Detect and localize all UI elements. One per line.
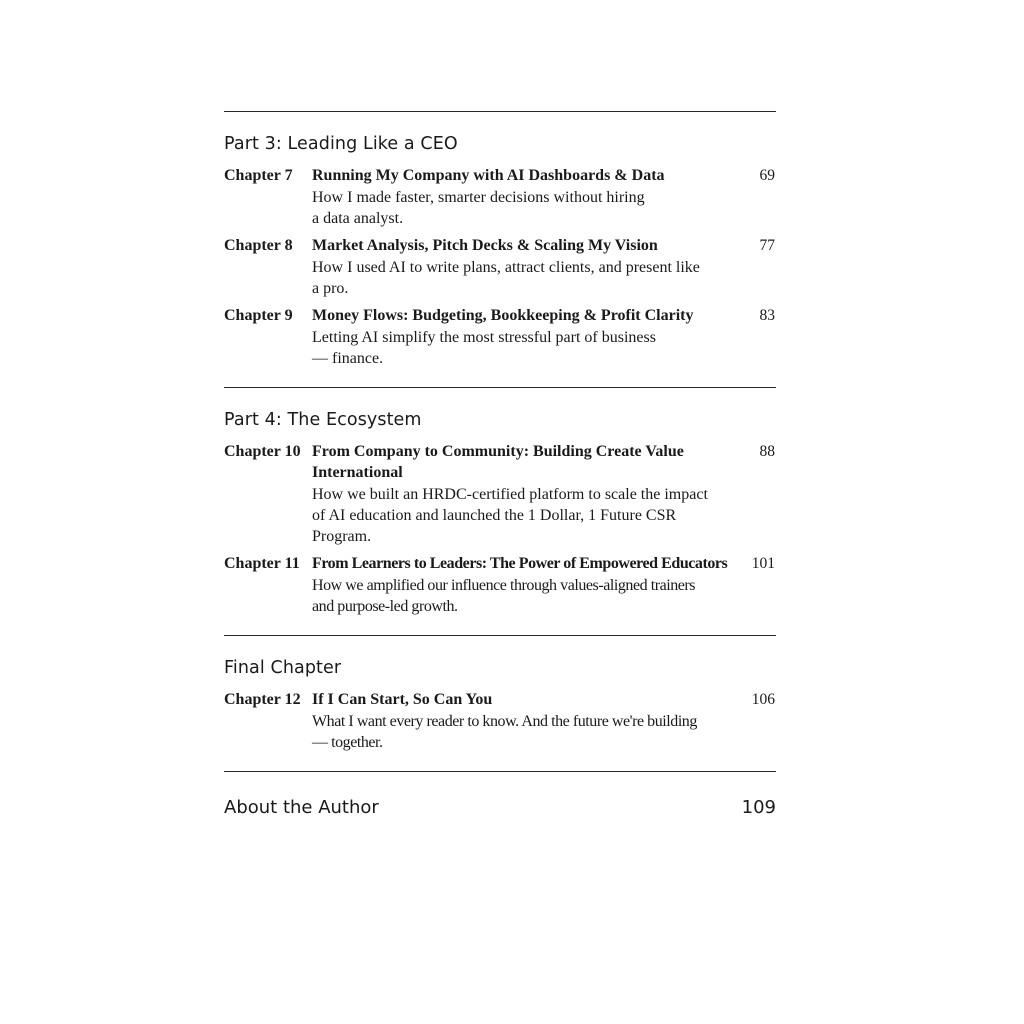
chapter-body <box>312 305 736 369</box>
chapter-label: Chapter 10 <box>224 443 301 460</box>
chapter-body <box>312 553 736 617</box>
description-line: How I used AI to write plans, attract clients, and present like <box>312 259 700 276</box>
part-title: Final Chapter <box>224 658 342 678</box>
chapter-description <box>312 711 736 753</box>
final-chapter-section <box>224 636 776 771</box>
description-line: — together. <box>312 734 383 751</box>
description-line: How we built an HRDC-certified platform to scale the impact <box>312 486 708 503</box>
chapter-description <box>312 187 736 229</box>
chapter-page-number: 106 <box>751 691 775 708</box>
description-line: What I want every reader to know. And the future we're building <box>312 713 697 730</box>
chapter-page-number: 88 <box>759 443 775 460</box>
table-of-contents <box>224 111 776 820</box>
chapter-description <box>312 257 736 299</box>
description-line: Program. <box>312 528 372 545</box>
about-page-number: 109 <box>741 797 776 818</box>
chapter-label: Chapter 8 <box>224 237 293 254</box>
chapter-page-number: 69 <box>759 167 775 184</box>
chapter-title: From Learners to Leaders: The Power of Empowered Educators <box>312 555 728 572</box>
chapter-page-number: 83 <box>759 307 775 324</box>
chapter-title: Money Flows: Budgeting, Bookkeeping & Profit Clarity <box>312 307 694 324</box>
description-line: a data analyst. <box>312 210 404 227</box>
description-line: How we amplified our influence through values-aligned trainers <box>312 577 696 594</box>
chapter-title <box>312 441 736 483</box>
description-line: How I made faster, smarter decisions without hiring <box>312 189 645 206</box>
description-line: a pro. <box>312 280 349 297</box>
about-label: About the Author <box>224 797 379 818</box>
description-line: Letting AI simplify the most stressful part of business <box>312 329 656 346</box>
chapter-entry <box>224 553 776 617</box>
chapter-label: Chapter 9 <box>224 307 293 324</box>
title-line: International <box>312 464 403 481</box>
chapter-description <box>312 484 736 547</box>
description-line: and purpose-led growth. <box>312 598 458 615</box>
part-title: Part 4: The Ecosystem <box>224 410 422 430</box>
chapter-body <box>312 441 736 547</box>
chapter-entry <box>224 441 776 547</box>
chapter-entry <box>224 165 776 229</box>
chapter-entry <box>224 235 776 299</box>
chapter-body <box>312 235 736 299</box>
description-line: of AI education and launched the 1 Dollar, 1 Future CSR <box>312 507 677 524</box>
chapter-body <box>312 165 736 229</box>
chapter-entry <box>224 305 776 369</box>
chapter-entry <box>224 689 776 753</box>
chapter-page-number: 101 <box>751 555 775 572</box>
chapter-label: Chapter 11 <box>224 555 300 572</box>
chapter-title: If I Can Start, So Can You <box>312 691 493 708</box>
chapter-title: Market Analysis, Pitch Decks & Scaling My Vision <box>312 237 658 254</box>
chapter-body <box>312 689 736 753</box>
chapter-title: Running My Company with AI Dashboards & Data <box>312 167 665 184</box>
title-line: From Company to Community: Building Create Value <box>312 443 684 460</box>
chapter-label: Chapter 12 <box>224 691 301 708</box>
chapter-description <box>312 327 736 369</box>
about-the-author-entry <box>224 772 776 820</box>
part-title: Part 3: Leading Like a CEO <box>224 134 458 154</box>
chapter-page-number: 77 <box>759 237 775 254</box>
part-4-section <box>224 388 776 635</box>
description-line: — finance. <box>312 350 384 367</box>
chapter-description <box>312 575 736 617</box>
chapter-label: Chapter 7 <box>224 167 293 184</box>
part-3-section <box>224 112 776 387</box>
